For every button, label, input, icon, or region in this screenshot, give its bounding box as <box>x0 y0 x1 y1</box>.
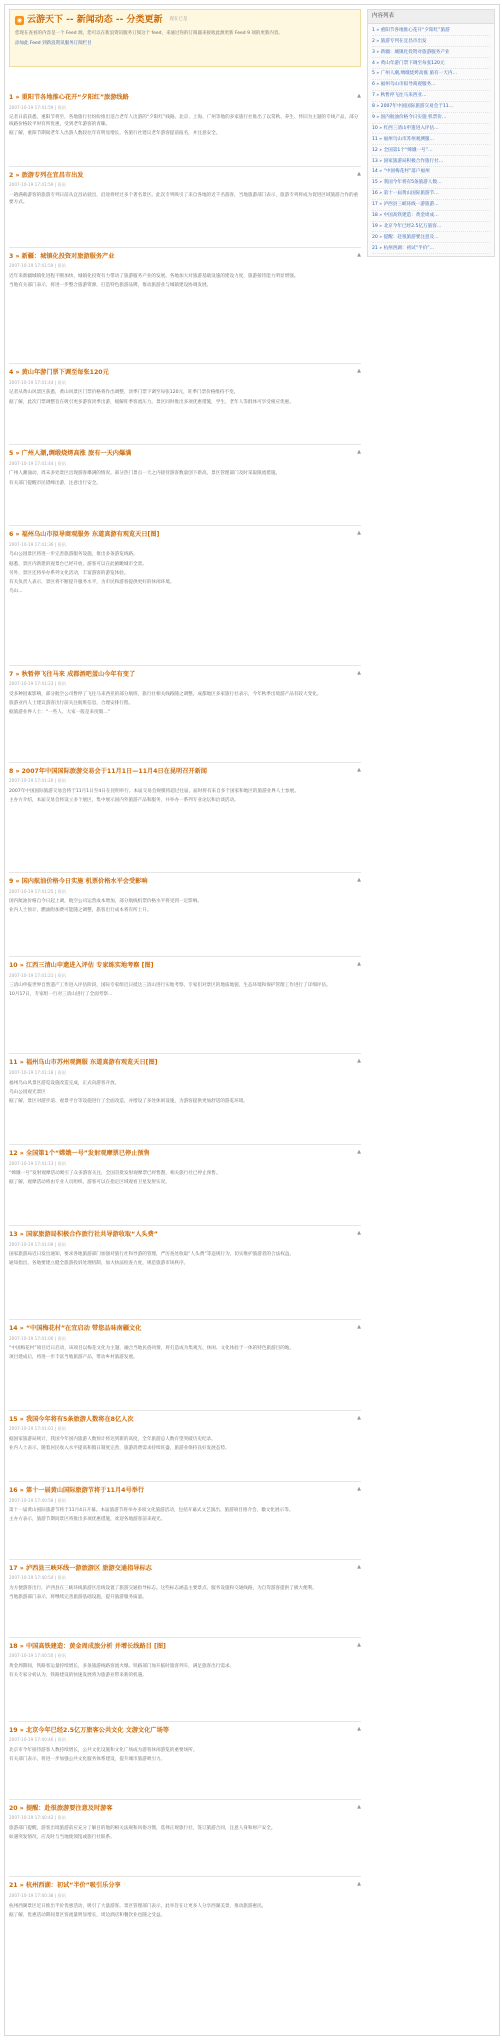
item-paragraph: 为方便游客出行，泸西县在三峡环线旅游区沿线设置了旅游交通指导标志。这些标志涵盖主要景点、服务设施和交通线路，为自驾游客提供了极大便利。 <box>9 1585 317 1591</box>
collapse-icon[interactable]: ▲ <box>357 1725 361 1732</box>
feed-item <box>9 1230 361 1269</box>
item-paragraph: 据了解，重阳节期间老年人出游人数较往年有明显增长，各旅行社建议老年游客提前报名，并注意安全。 <box>9 131 221 137</box>
item-title[interactable] <box>9 961 361 971</box>
item-separator: » <box>13 450 22 458</box>
feed-item <box>9 1726 361 1765</box>
item-paragraph: 当地旅游部门表示，将继续完善旅游基础设施，提升旅游服务质量。 <box>9 1595 147 1601</box>
sidebar-item[interactable]: 8 » 2007年中国国际旅游交易会于11… <box>372 102 490 113</box>
item-number: 14 <box>9 1325 18 1333</box>
sidebar-item[interactable]: 5 » 广州人潮,绸缎烧烤高涨 旅有一天内… <box>372 69 490 80</box>
sidebar-item[interactable]: 9 » 国内航油价格今日实施 机票价… <box>372 113 490 124</box>
collapse-icon[interactable]: ▲ <box>357 1058 361 1065</box>
item-divider <box>9 872 361 873</box>
item-paragraph: 项目建成后，将进一步丰富当地旅游产品，带动乡村旅游发展。 <box>9 1355 138 1361</box>
collapse-icon[interactable]: ▲ <box>357 449 361 456</box>
item-number: 7 <box>9 670 14 678</box>
item-number: 20 <box>9 1804 18 1812</box>
item-separator: » <box>13 252 22 260</box>
item-title-text[interactable]: 2007年中国国际旅游交易会于11月1日—11月4日在昆明召开新闻 <box>21 767 207 775</box>
item-title-text[interactable]: “中国梅花村”在宜启动 带您品味南疆文化 <box>25 1325 142 1333</box>
item-divider <box>9 762 361 763</box>
sidebar-item[interactable]: 19 » 北京今年已经2.5亿万旅客… <box>372 222 490 233</box>
item-paragraph: 通知指出，各地要建立健全旅游投诉处理机制，加大执法检查力度，规范旅游市场秩序。 <box>9 1261 189 1267</box>
item-title-text[interactable]: 福州乌山市拟导商观服务 东道真游有观览天日[图] <box>21 531 160 539</box>
collapse-icon[interactable]: ▲ <box>357 368 361 375</box>
item-number: 15 <box>9 1415 18 1423</box>
item-body <box>9 470 361 486</box>
item-body <box>9 1903 361 1919</box>
item-divider <box>9 363 361 364</box>
item-separator: » <box>17 1882 26 1890</box>
item-divider <box>9 525 361 526</box>
item-paragraph: 有关部门表示，将进一步加强公共文化服务体系建设，提升城市旅游吸引力。 <box>9 1757 166 1763</box>
item-title[interactable] <box>9 877 361 887</box>
item-separator: » <box>17 1059 26 1067</box>
item-title[interactable] <box>9 252 361 262</box>
collapse-icon[interactable]: ▲ <box>357 1803 361 1810</box>
item-divider <box>9 1144 361 1145</box>
item-number: 3 <box>9 252 14 260</box>
item-number: 9 <box>9 878 14 885</box>
item-paragraph: 记者从黄山风景区获悉，黄山风景区门票价格将作出调整，淡季门票下调至每张120元，旺季门票价格维持不变。 <box>9 390 239 396</box>
item-divider <box>9 247 361 248</box>
item-divider <box>9 956 361 957</box>
item-paragraph: 2007年中国国际旅游交易会将于11月1日至4日在昆明举行。本届交易会规模将超过往届，届时将有来自多个国家和地区的旅游业界人士参展。 <box>9 788 299 794</box>
item-separator: » <box>17 962 26 970</box>
item-title[interactable] <box>9 1415 361 1425</box>
feed-item <box>9 670 361 718</box>
item-paragraph: “嫦娥一号”发射观摩活动吸引了众多游客关注，全国首批发射观摩票已经售罄，相关旅行社已停止预售。 <box>9 1171 221 1177</box>
item-number: 13 <box>9 1231 18 1239</box>
feed-main <box>9 9 361 1918</box>
item-title[interactable] <box>9 93 361 103</box>
sidebar-item[interactable]: 17 » 泸西县三峡环线一游旅游… <box>372 200 490 211</box>
collapse-icon[interactable]: ▲ <box>357 92 361 99</box>
item-separator: » <box>17 1726 26 1734</box>
feed-title: 云游天下 -- 新闻动态 -- 分类更新 <box>27 15 163 25</box>
item-meta: 2007-10-19 17:41:18 | 资讯 <box>9 1070 66 1076</box>
item-number: 17 <box>9 1564 18 1572</box>
sidebar-item[interactable]: 20 » 提醒：赴很旅游要注意及… <box>372 232 490 243</box>
collapse-icon[interactable]: ▲ <box>357 961 361 968</box>
item-meta: 2007-10-19 17:41:25 | 资讯 <box>9 888 66 894</box>
item-body <box>9 1747 361 1763</box>
sidebar-item[interactable]: 14 » “中国梅花村”落户福州 <box>372 167 490 178</box>
item-paragraph: 广州人潮涌动，周末多处景区出现游客爆满的情况。部分热门景点一天之内接待游客数量创下新高，景区管理部门及时采取限流措施。 <box>9 471 281 477</box>
feed-item <box>9 368 361 407</box>
collapse-icon[interactable]: ▲ <box>357 1563 361 1570</box>
item-divider <box>9 1721 361 1722</box>
sidebar-item[interactable]: 7 » 秋暂停飞往马来西亚… <box>372 91 490 102</box>
item-body <box>9 898 361 914</box>
sidebar-item[interactable]: 12 » 全国第1个“嫦娥一号”… <box>372 145 490 156</box>
item-title-text[interactable]: 我国今年将有5条旅游人数将在8亿人次 <box>25 1415 134 1423</box>
item-paragraph: 有关专家分析认为，铁路建设的快速发展将为旅游业带来新的机遇。 <box>9 1672 147 1678</box>
item-paragraph: 据了解，优惠活动期间景区客流量明显增长，周边酒店和餐饮业也随之受益。 <box>9 1912 166 1918</box>
item-meta: 2007-10-19 17:41:44 | 资讯 <box>9 379 66 385</box>
item-body <box>9 982 361 998</box>
collapse-icon[interactable]: ▲ <box>357 1881 361 1888</box>
item-paragraph: 旅游业内人士建议游客出行前关注航班信息，合理安排行程。 <box>9 700 134 706</box>
item-separator: » <box>13 171 22 179</box>
item-title[interactable] <box>9 1804 361 1814</box>
item-paragraph: 第十一届黄山国际旅游节将于11月4日开幕。本届旅游节将举办多项文化旅游活动，包括开幕式文艺演出、旅游项目推介会、徽文化展示等。 <box>9 1508 294 1514</box>
item-number: 4 <box>9 369 14 377</box>
feed-item <box>9 767 361 806</box>
item-body <box>9 1585 361 1601</box>
item-title-text[interactable]: 提醒：赴很旅游要注意及时游客 <box>25 1804 113 1812</box>
item-meta: 2007-10-19 17:40:42 | 资讯 <box>9 1815 66 1821</box>
item-paragraph: 一趟满载游客的旅游专列日前从宜昌站驶出，沿途将经过多个著名景区。此次专列吸引了来自各地的近千名游客，当地旅游部门表示，旅游专列将成为促进区域旅游合作的重要方式。 <box>9 192 359 205</box>
item-paragraph: 当地有关部门表示，将进一步整合旅游资源，打造特色旅游品牌，推动旅游业与城镇建设协调发展。 <box>9 282 212 288</box>
collapse-icon[interactable]: ▲ <box>357 1641 361 1648</box>
item-title-text[interactable]: 广州人潮,绸缎烧烤高涨 旅有一天内爆满 <box>21 450 132 458</box>
collapse-icon[interactable]: ▲ <box>357 766 361 773</box>
item-paragraph: “中国梅花村”项目近日启动，该项目以梅花文化为主题，融合当地民俗风情，将打造成为集观光、休闲、文化体验于一体的特色旅游目的地。 <box>9 1346 294 1352</box>
item-meta: 2007-10-19 17:41:20 | 资讯 <box>9 778 66 784</box>
item-paragraph: 乌山公园景区将进一步完善旅游服务设施，推出多条游览线路。 <box>9 552 138 558</box>
item-separator: » <box>17 1231 26 1239</box>
item-number: 6 <box>9 531 14 539</box>
feed-item <box>9 1324 361 1363</box>
item-paragraph: 据了解，景区对游步道、观景平台等设施进行了全面改造，并增设了多处休闲设施，为游客提供更加舒适的游览环境。 <box>9 1098 248 1104</box>
feed-item <box>9 1564 361 1603</box>
item-separator: » <box>13 93 22 101</box>
item-separator: » <box>17 1487 26 1495</box>
item-title[interactable] <box>9 670 361 680</box>
item-body <box>9 1080 361 1105</box>
item-body <box>9 1170 361 1186</box>
sidebar <box>367 9 495 257</box>
item-number: 11 <box>9 1059 18 1067</box>
item-meta: 2007-10-19 17:41:59 | 资讯 <box>9 263 66 269</box>
item-paragraph: 业内人士预计，燃油附加费可能随之调整，旅客出行成本将有所上升。 <box>9 908 152 914</box>
item-divider <box>9 1410 361 1411</box>
item-divider <box>9 166 361 167</box>
item-title-text[interactable]: 全国第1个“嫦娥一号”发射观摩票已停止预售 <box>25 1150 150 1158</box>
item-separator: » <box>17 1325 26 1333</box>
item-meta: 2007-10-19 17:41:01 | 资讯 <box>9 1426 66 1432</box>
feed-item <box>9 1486 361 1525</box>
item-title-text[interactable]: 国家旅游局积极合作旅行社共导游收取“人头费” <box>25 1231 158 1239</box>
feed-item <box>9 877 361 916</box>
item-paragraph: 记者日前获悉，重阳节将至，各地旅行社纷纷推出适合老年人出游的“夕阳红”线路。北京、上海、广州等地的多家旅行社推出了以赏秋、养生、怀旧为主题的专线产品，部分线路价格较平时有所优惠，受到老年游客的青睐。 <box>9 115 359 128</box>
collapse-icon[interactable]: ▲ <box>357 1324 361 1331</box>
item-number: 12 <box>9 1150 18 1158</box>
item-meta: 2007-10-19 17:41:06 | 资讯 <box>9 1335 66 1341</box>
subscribe-link[interactable]: 添加此 Feed 到新浪资讯服务订阅栏目 <box>15 40 92 46</box>
item-paragraph: 北京市今年接待游客人数持续增长，公共文化设施和文化广场成为游客休闲游览的重要场所。 <box>9 1747 198 1753</box>
item-title[interactable] <box>9 767 361 777</box>
item-meta: 2007-10-19 17:40:58 | 资讯 <box>9 1497 66 1503</box>
sidebar-item[interactable]: 4 » 黄山年游门票下调至每张120元 <box>372 58 490 69</box>
item-paragraph: 另外，景区还将举办系列文化活动，丰富游客的游览体验。 <box>9 570 129 576</box>
item-paragraph: 主办方介绍，本届交易会将设立多个展区，集中展示国内外旅游产品和服务，并举办一系列专业论坛和洽谈活动。 <box>9 798 239 804</box>
item-meta: 2007-10-19 17:41:21 | 资讯 <box>9 972 66 978</box>
sidebar-item[interactable]: 13 » 国家旅游局积极合作旅行社… <box>372 156 490 167</box>
item-divider <box>9 1225 361 1226</box>
sidebar-title: 内容列表 <box>368 10 494 24</box>
item-title[interactable] <box>9 530 361 540</box>
feed-item <box>9 171 361 208</box>
item-paragraph: 国家旅游局近日发出通知，要求各地旅游部门加强对旅行社和导游的管理，严厉查处收取“人头费”等违规行为，切实维护旅游者的合法权益。 <box>9 1252 294 1258</box>
item-paragraph: 国内航油价格自今日起上调，航空公司运营成本增加，部分航线机票价格水平将受到一定影响。 <box>9 899 202 905</box>
item-body <box>9 192 361 206</box>
item-title-text[interactable]: 秋暂停飞往马来 成都酒吧蛋山今年有变了 <box>21 670 136 678</box>
item-paragraph: 如遇突发情况，应及时与当地使领馆或旅行社联系。 <box>9 1834 115 1840</box>
item-body <box>9 691 361 716</box>
item-paragraph: 近年来新疆城镇化进程不断加快，城镇化投资有力带动了旅游服务产业的发展。各地加大对旅游基础设施的建设力度，旅游接待能力明显增强。 <box>9 273 299 279</box>
sidebar-item[interactable]: 16 » 第十一届黄山国际旅游节… <box>372 189 490 200</box>
item-separator: » <box>13 369 22 377</box>
feed-item <box>9 961 361 1000</box>
item-number: 5 <box>9 450 14 458</box>
item-title-text[interactable]: 新疆：城镇化投资对旅游服务产业 <box>21 252 115 260</box>
item-title-text[interactable]: 泸西县三峡环线一游旅游区 旅游交通指导标志 <box>25 1564 152 1572</box>
feed-item <box>9 1881 361 1920</box>
item-title[interactable] <box>9 1881 361 1891</box>
item-separator: » <box>13 531 22 539</box>
collapse-icon[interactable]: ▲ <box>357 1486 361 1493</box>
item-paragraph: 黄金周期间，铁路客运量持续增长，多条旅游线路客流火爆。铁路部门加开临时旅客列车，满足旅客出行需求。 <box>9 1663 235 1669</box>
item-paragraph: 10月17日，专家组一行对三清山进行了全面考察... <box>9 992 113 998</box>
item-divider <box>9 1319 361 1320</box>
item-number: 16 <box>9 1487 18 1495</box>
item-divider <box>9 444 361 445</box>
feed-title-row <box>15 14 355 28</box>
sidebar-item[interactable]: 1 » 重阳节各地推心花开“夕阳红”旅游 <box>372 26 490 37</box>
feed-item <box>9 449 361 488</box>
item-paragraph: 受多种因素影响，部分航空公司暂停了飞往马来西亚的部分航班，旅行社相关线路随之调整。成都地区多家旅行社表示，今年秋季出境游产品有较大变化。 <box>9 691 322 697</box>
sidebar-item[interactable]: 10 » 红西三清山申遗进入评估… <box>372 124 490 135</box>
item-title[interactable] <box>9 171 361 181</box>
item-title-text[interactable]: 旅游专列在宜昌市出发 <box>21 171 84 179</box>
feed-item <box>9 1804 361 1843</box>
item-title-text[interactable]: 中国高铁建造：黄金周成旅分析 并增长线路目 [图] <box>25 1642 166 1650</box>
item-paragraph: 有关负责人表示，景区将不断提升服务水平，为市民和游客提供更好的休闲环境。 <box>9 579 175 585</box>
item-meta: 2007-10-19 17:41:36 | 资讯 <box>9 541 66 547</box>
feed-item <box>9 1149 361 1188</box>
feed-header <box>9 9 361 67</box>
collapse-icon[interactable]: ▲ <box>357 1149 361 1156</box>
item-separator: » <box>17 1150 26 1158</box>
item-title[interactable] <box>9 1642 361 1652</box>
item-number: 21 <box>9 1882 18 1890</box>
feed-item <box>9 93 361 139</box>
item-title[interactable] <box>9 1324 361 1334</box>
feed-item <box>9 1415 361 1454</box>
item-meta: 2007-10-19 17:41:09 | 资讯 <box>9 1241 66 1247</box>
item-meta: 2007-10-19 17:41:59 | 资讯 <box>9 182 66 188</box>
item-meta: 2007-10-19 17:41:44 | 资讯 <box>9 460 66 466</box>
item-title[interactable] <box>9 1564 361 1574</box>
collapse-icon[interactable]: ▲ <box>357 877 361 883</box>
item-title-text[interactable]: 第十一届黄山国际旅游节将于11月4号举行 <box>25 1487 145 1495</box>
item-title-text[interactable]: 国内航油价格今日实施 机票价格水平会受影响 <box>21 878 148 885</box>
item-number: 10 <box>9 962 18 970</box>
item-separator: » <box>17 1642 26 1650</box>
item-number: 8 <box>9 767 14 775</box>
item-divider <box>9 1876 361 1877</box>
item-title[interactable] <box>9 1726 361 1736</box>
item-paragraph: 据国家旅游局统计，我国今年国内旅游人数预计将达到新的高度，全年旅游总人数有望突破历史纪录。 <box>9 1436 216 1442</box>
feed-page <box>4 4 500 2036</box>
item-paragraph: 有关部门提醒市民错峰出游，注意出行安全。 <box>9 480 101 486</box>
item-body <box>9 389 361 405</box>
item-title-text[interactable]: 黄山年游门票下调至每张120元 <box>21 369 109 377</box>
item-paragraph: 据了解，观摩活动将由专业人员组织，游客可以在指定区域观看卫星发射实况。 <box>9 1180 170 1186</box>
item-separator: » <box>17 1804 26 1812</box>
item-paragraph: 乌山... <box>9 588 23 594</box>
item-separator: » <box>13 670 22 678</box>
item-divider <box>9 1637 361 1638</box>
item-divider <box>9 1481 361 1482</box>
item-paragraph: 杭州西湖景区近日推出半价优惠活动，吸引了大量游客。景区管理部门表示，此举旨在让更多人分享西湖美景，推动旅游惠民。 <box>9 1903 267 1909</box>
collapse-icon[interactable]: ▲ <box>357 1414 361 1421</box>
item-paragraph: 福州乌山风景区游览设施改造完成，正式向游客开放。 <box>9 1080 120 1086</box>
sidebar-item[interactable]: 11 » 福州乌山市苏州观测服… <box>372 134 490 145</box>
item-paragraph: 乌山公园观光景区 <box>9 1089 46 1095</box>
sidebar-item[interactable]: 2 » 旅游专列在宜昌市出发 <box>372 36 490 47</box>
collapse-icon[interactable]: ▲ <box>357 669 361 676</box>
item-divider <box>9 1053 361 1054</box>
item-paragraph: 旅游部门提醒，游客出境旅游前应充分了解目的地的相关法规和风俗习惯，选择正规旅行社，签订旅游合同，注意人身和财产安全。 <box>9 1825 276 1831</box>
sidebar-item[interactable]: 15 » 我国今年将有5条旅游人数… <box>372 178 490 189</box>
item-separator: » <box>17 1415 26 1423</box>
item-paragraph: 据悉，景区内新建的观景台已经开放，游客可以在此俯瞰城市全景。 <box>9 561 147 567</box>
item-body <box>9 788 361 804</box>
item-divider <box>9 1799 361 1800</box>
feed-item <box>9 1058 361 1106</box>
item-body <box>9 1663 361 1679</box>
item-title[interactable] <box>9 368 361 378</box>
item-meta: 2007-10-19 17:40:50 | 资讯 <box>9 1653 66 1659</box>
item-title[interactable] <box>9 1486 361 1496</box>
feed-title-note: 现在已是 <box>169 17 188 23</box>
sidebar-item[interactable]: 21 » 杭州西湖：初试“半价”… <box>372 243 490 254</box>
item-meta: 2007-10-19 17:40:38 | 资讯 <box>9 1893 66 1898</box>
item-paragraph: 业内人士表示，随着居民收入水平提高和假日制度完善，旅游消费需求持续旺盛，旅游业保持良好发展态势。 <box>9 1446 230 1452</box>
feed-description: 您现在查看的内容是一个 Feed 源，您可以在新浪资讯服务订阅这个 feed，来通过你的订阅器来接收此源更新 Feed 9 项的更新内容。 <box>15 30 283 36</box>
item-body <box>9 1825 361 1841</box>
item-body <box>9 1345 361 1361</box>
collapse-icon[interactable]: ▲ <box>357 251 361 258</box>
item-number: 18 <box>9 1642 18 1650</box>
item-separator: » <box>17 1564 26 1572</box>
item-divider <box>9 1559 361 1560</box>
collapse-icon[interactable]: ▲ <box>357 530 361 537</box>
item-body <box>9 551 361 595</box>
sidebar-item[interactable]: 3 » 新疆：城镇化投资对旅游服务产业 <box>372 47 490 58</box>
rss-icon: ◉ <box>16 17 23 25</box>
item-body <box>9 1507 361 1523</box>
item-number: 2 <box>9 171 14 179</box>
feed-item <box>9 530 361 597</box>
sidebar-item[interactable]: 6 » 福州乌山市拟导商观服务… <box>372 80 490 91</box>
item-meta: 2007-10-19 17:41:13 | 资讯 <box>9 1160 66 1166</box>
item-body <box>9 273 361 289</box>
item-title-text[interactable]: 江西三清山申遗进入评估 专家练实地考察 [图] <box>25 962 154 970</box>
item-separator: » <box>13 878 22 885</box>
item-meta: 2007-10-19 17:40:46 | 资讯 <box>9 1737 66 1743</box>
item-meta: 2007-10-19 17:41:23 | 资讯 <box>9 681 66 687</box>
item-paragraph: 三清山申报世界自然遗产工作进入评估阶段，国际专家组近日抵达三清山进行实地考察。专家们对景区的地质地貌、生态环境和保护管理工作进行了详细评估。 <box>9 983 331 989</box>
item-title-text[interactable]: 重阳节各地推心花开“夕阳红”旅游线路 <box>21 93 129 101</box>
item-title[interactable] <box>9 449 361 459</box>
item-meta: 2007-10-19 17:40:54 | 资讯 <box>9 1575 66 1581</box>
item-title-text[interactable]: 杭州西湖：初试“半价”吸引乐分享 <box>25 1882 121 1890</box>
feed-item <box>9 252 361 291</box>
item-paragraph: 据旅游业界人士：“一些人、大家一般是来度假…” <box>9 709 111 715</box>
item-title[interactable] <box>9 1058 361 1068</box>
collapse-icon[interactable]: ▲ <box>357 1230 361 1237</box>
item-meta: 2007-10-19 17:41:59 | 资讯 <box>9 104 66 110</box>
item-divider <box>9 665 361 666</box>
item-title[interactable] <box>9 1149 361 1159</box>
item-title[interactable] <box>9 1230 361 1240</box>
item-title-text[interactable]: 北京今年已经2.5亿万旅客公共文化 文游文化广场等 <box>25 1726 169 1734</box>
sidebar-item[interactable]: 18 » 中国高铁建造：黄金周成… <box>372 211 490 222</box>
item-body <box>9 1436 361 1452</box>
item-body <box>9 1251 361 1267</box>
collapse-icon[interactable]: ▲ <box>357 170 361 177</box>
item-separator: » <box>13 767 22 775</box>
item-title-text[interactable]: 福州乌山市苏州观测服 东道真游有观览天日[图] <box>25 1059 158 1067</box>
item-paragraph: 主办方表示，旅游节期间景区将推出多项优惠措施，欢迎各地游客前来观光。 <box>9 1517 166 1523</box>
item-body <box>9 114 361 137</box>
feed-item <box>9 1642 361 1681</box>
item-number: 19 <box>9 1726 18 1734</box>
item-paragraph: 据了解，此次门票调整旨在吸引更多游客淡季出游，缓解旺季客流压力。景区同时推出多项优惠措施，学生、老年人等群体可享受相应优惠。 <box>9 399 294 405</box>
item-number: 1 <box>9 93 14 101</box>
sidebar-list <box>368 24 494 257</box>
